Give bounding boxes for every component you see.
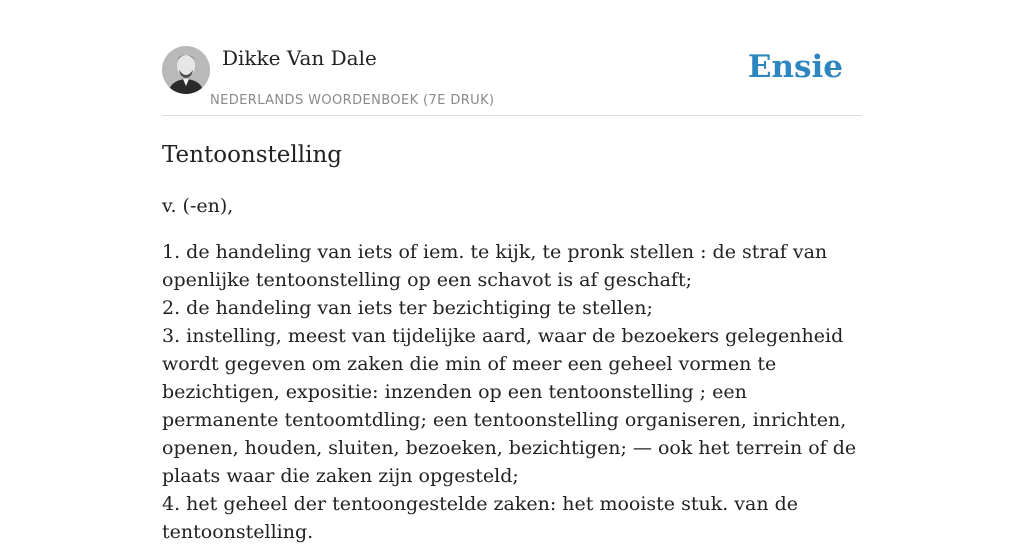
definition-item: 1. de handeling van iets of iem. te kijk, te pronk stellen : de straf van openlijke tentoonstelling op een schavot is af geschaft; [162,241,828,291]
definition-item: 3. instelling, meest van tijdelijke aard, waar de bezoekers gelegenheid wordt gegeven om zaken die min of meer een geheel vormen te bezichtigen, expositie: inzenden op een tentoonstelling ; een permanente tentoomtdling; een tentoonstelling organiseren, inrichten, openen, houden, sluiten, bezoeken, bezichtigen; — ook het terrein of de plaats waar die zaken zijn opgesteld; [162,325,857,487]
grammar-info: v. (-en), [162,195,234,217]
avatar[interactable] [162,46,210,94]
brand-logo-link[interactable]: Ensie [747,49,843,85]
page-title: Tentoonstelling [162,142,342,168]
portrait-icon [162,46,210,94]
page [162,0,862,546]
definition-item: 2. de handeling van iets ter bezichtiging te stellen; [162,297,653,319]
source-subtitle: NEDERLANDS WOORDENBOEK (7E DRUK) [210,93,495,108]
definition-list [162,238,862,546]
source-header [162,46,862,116]
source-title[interactable]: Dikke Van Dale [222,46,377,70]
definition-item: 4. het geheel der tentoongestelde zaken: het mooiste stuk. van de tentoonstelling. [162,493,799,543]
